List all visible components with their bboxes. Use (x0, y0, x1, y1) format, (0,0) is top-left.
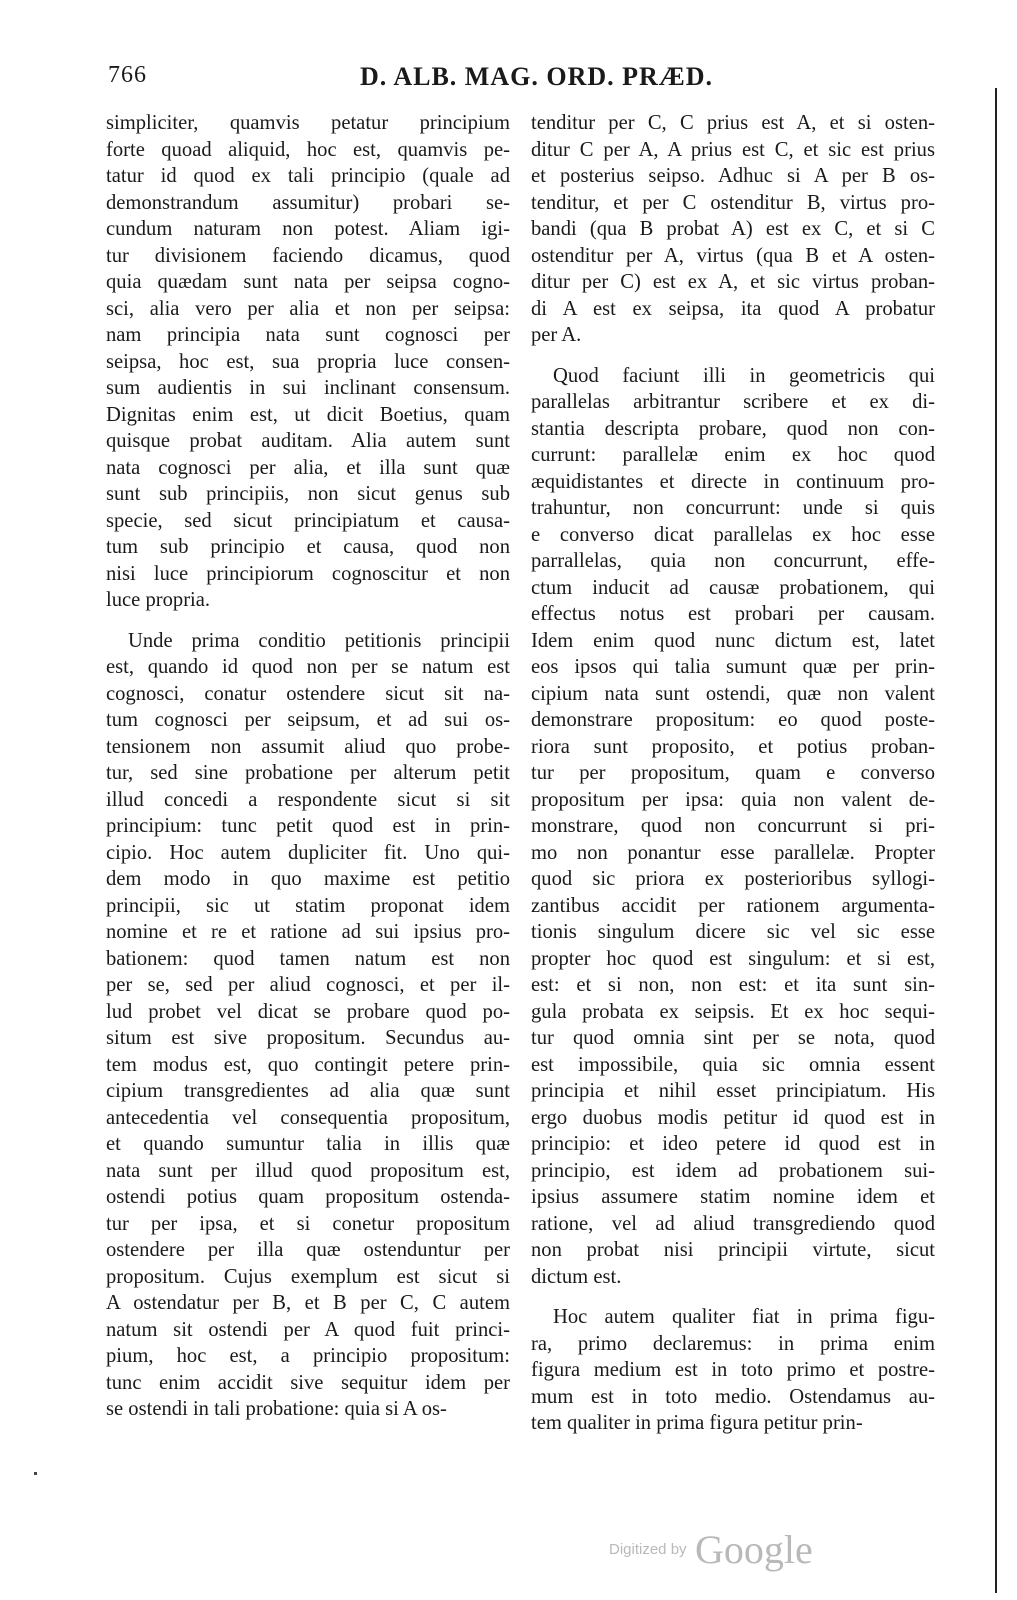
text-line: natum sit ostendi per A quod fuit princi- (106, 1318, 510, 1341)
text-line: quisque probat auditam. Alia autem sunt (106, 430, 510, 452)
text-line: monstrare, quod non concurrunt si pri- (531, 815, 935, 837)
text-line: sunt sub principiis, non sicut genus sub (106, 483, 510, 505)
text-line: tur, sed sine probatione per alterum petit (106, 762, 510, 784)
text-line: currunt: parallelæ enim ex hoc quod (531, 444, 935, 466)
text-line: tum sub principio et causa, quod non (106, 536, 510, 558)
text-line: e converso dicat parallelas ex hoc esse (531, 523, 935, 546)
paragraph-gap (531, 1290, 935, 1304)
text-line: mo non ponantur esse parallelæ. Propter (531, 841, 935, 864)
text-line: zantibus accidit per rationem argumenta- (531, 894, 935, 917)
text-line: ditur per C) est ex A, et sic virtus proban- (531, 271, 935, 293)
text-line: ergo duobus modis petitur id quod est in (531, 1106, 935, 1129)
text-line: demonstrare propositum: eo quod poste- (531, 709, 935, 731)
text-line: sum audientis in sui inclinant consensum. (106, 377, 510, 399)
text-line: pium, hoc est, a principio propositum: (106, 1345, 510, 1367)
text-line: quod sic priora ex posterioribus syllogi- (531, 868, 935, 890)
text-line: bationem: quod tamen natum est non (106, 947, 510, 970)
text-line: dem modo in quo maxime est petitio (106, 868, 510, 890)
left-column (106, 110, 510, 1423)
text-line: cipio. Hoc autem dupliciter fit. Uno qui- (106, 841, 510, 864)
text-line: per A. (531, 324, 582, 346)
text-line: cognosci, conatur ostendere sicut sit na- (106, 682, 510, 705)
text-line: se ostendi in tali probatione: quia si A os- (106, 1398, 447, 1420)
text-line: lud probet vel dicat se probare quod po- (106, 1000, 510, 1023)
text-line: quia quædam sunt nata per seipsa cogno- (106, 271, 510, 293)
text-line: est: et si non, non est: et ita sunt sin- (531, 974, 935, 996)
text-line: stantia descripta probare, quod non con- (531, 417, 935, 440)
text-line: ostenditur per A, virtus (qua B et A osten- (531, 244, 935, 267)
text-line: sci, alia vero per alia et non per seipsa: (106, 297, 510, 320)
text-line: propter hoc quod est singulum: et si est, (531, 947, 935, 970)
text-line: ra, primo declaremus: in prima enim (531, 1332, 935, 1355)
text-line: tem qualiter in prima figura petitur prin- (531, 1412, 863, 1434)
text-line: nata sunt per illud quod propositum est, (106, 1159, 510, 1182)
text-line: Quod faciunt illi in geometricis qui (553, 364, 935, 387)
text-line: nisi luce principiorum cognoscitur et non (106, 562, 510, 585)
paragraph-gap (106, 614, 510, 628)
text-line: Hoc autem qualiter fiat in prima figu- (553, 1306, 935, 1328)
text-line: ostendere per illa quæ ostenduntur per (106, 1239, 510, 1261)
right-column (531, 110, 935, 1437)
text-line: ratione, vel ad aliud transgrediendo quod (531, 1212, 935, 1235)
text-line: gula probata ex seipsis. Et ex hoc sequi- (531, 1000, 935, 1023)
digitized-watermark (609, 1526, 813, 1573)
text-line: principio: et ideo petere id quod est in (531, 1133, 935, 1155)
text-line: effectus notus est probari per causam. (531, 603, 935, 625)
text-line: et posterius seipso. Adhuc si A per B os- (531, 165, 935, 187)
stray-mark (34, 1472, 37, 1475)
text-line: principio, est idem ad probationem sui- (531, 1159, 935, 1182)
text-line: simpliciter, quamvis petatur principium (106, 112, 510, 134)
text-line: nata cognosci per alia, et illa sunt quæ (106, 456, 510, 479)
text-line: propositum per ipsa: quia non valent de- (531, 788, 935, 811)
text-line: et quando sumuntur talia in illis quæ (106, 1133, 510, 1155)
text-line: nomine et re et ratione ad sui ipsius pro- (106, 921, 510, 943)
text-line: tem modus est, quo contingit petere prin- (106, 1053, 510, 1076)
text-line: parrallelas, quia non concurrunt, effe- (531, 550, 935, 572)
text-line: tum cognosci per seipsum, et ad sui os- (106, 709, 510, 731)
text-line: propositum. Cujus exemplum est sicut si (106, 1265, 510, 1288)
paragraph-gap (531, 349, 935, 363)
text-line: dictum est. (531, 1265, 622, 1288)
text-line: Dignitas enim est, ut dicit Boetius, quam (106, 403, 510, 426)
text-line: tur divisionem faciendo dicamus, quod (106, 244, 510, 267)
text-line: luce propria. (106, 589, 211, 611)
page-number: 766 (108, 62, 147, 88)
text-line: ostendi potius quam propositum ostenda- (106, 1186, 510, 1208)
text-line: parallelas arbitrantur scribere et ex di- (531, 391, 935, 413)
text-line: mum est in toto medio. Ostendamus au- (531, 1385, 935, 1408)
text-line: trahuntur, non concurrunt: unde si quis (531, 497, 935, 519)
text-line: Unde prima conditio petitionis principii (128, 629, 510, 652)
text-line: ipsius assumere statim nomine idem et (531, 1186, 935, 1208)
text-line: specie, sed sicut principiatum et causa- (106, 509, 510, 532)
text-line: riora sunt proposito, et potius proban- (531, 735, 935, 758)
text-line: figura medium est in toto primo et postre- (531, 1359, 935, 1381)
page-edge-rule (995, 88, 997, 1593)
text-line: tur per ipsa, et si conetur propositum (106, 1212, 510, 1235)
text-line: tunc enim accidit sive sequitur idem per (106, 1371, 510, 1394)
text-line: tionis singulum dicere sic vel sic esse (531, 921, 935, 943)
watermark-prefix: Digitized by (609, 1541, 687, 1558)
text-line: forte quoad aliquid, hoc est, quamvis pe- (106, 138, 510, 161)
text-line: illud concedi a respondente sicut si sit (106, 788, 510, 811)
text-line: tur per propositum, quam e converso (531, 762, 935, 784)
text-line: ctum inducit ad causæ probationem, qui (531, 576, 935, 599)
text-line: di A est ex seipsa, ita quod A probatur (531, 297, 935, 320)
text-line: Idem enim quod nunc dictum est, latet (531, 629, 935, 652)
text-line: est impossibile, quia sic omnia essent (531, 1053, 935, 1076)
text-line: nam principia nata sunt cognosci per (106, 324, 510, 346)
text-line: principia et nihil esset principiatum. His (531, 1080, 935, 1102)
running-head: D. ALB. MAG. ORD. PRÆD. (360, 62, 714, 91)
text-line: bandi (qua B probat A) est ex C, et si C (531, 218, 935, 240)
text-line: principii, sic ut statim proponat idem (106, 894, 510, 917)
text-line: antecedentia vel consequentia propositum, (106, 1106, 510, 1129)
text-line: æquidistantes et directe in continuum pro- (531, 470, 935, 493)
watermark-logo: Google (695, 1527, 813, 1572)
text-line: tur quod omnia sint per se nota, quod (531, 1027, 935, 1049)
text-line: per se, sed per aliud cognosci, et per il- (106, 974, 510, 996)
text-line: ditur C per A, A prius est C, et sic est prius (531, 138, 935, 161)
text-line: situm est sive propositum. Secundus au- (106, 1027, 510, 1049)
text-line: tenditur, et per C ostenditur B, virtus pro- (531, 191, 935, 214)
text-line: est, quando id quod non per se natum est (106, 656, 510, 678)
text-line: tatur id quod ex tali principio (quale ad (106, 165, 510, 187)
text-line: tensionem non assumit aliud quo probe- (106, 735, 510, 758)
text-line: A ostendatur per B, et B per C, C autem (106, 1292, 510, 1314)
text-line: demonstrandum assumitur) probari se- (106, 191, 510, 214)
text-line: cipium transgredientes ad alia quæ sunt (106, 1080, 510, 1102)
text-line: cundum naturam non potest. Aliam igi- (106, 218, 510, 240)
text-line: cipium nata sunt ostendi, quæ non valent (531, 682, 935, 705)
text-line: tenditur per C, C prius est A, et si osten- (531, 112, 935, 134)
text-line: seipsa, hoc est, sua propria luce consen- (106, 350, 510, 373)
text-line: non probat nisi principii virtute, sicut (531, 1239, 935, 1261)
text-line: eos ipsos qui talia sumunt quæ per prin- (531, 656, 935, 678)
text-line: principium: tunc petit quod est in prin- (106, 815, 510, 837)
